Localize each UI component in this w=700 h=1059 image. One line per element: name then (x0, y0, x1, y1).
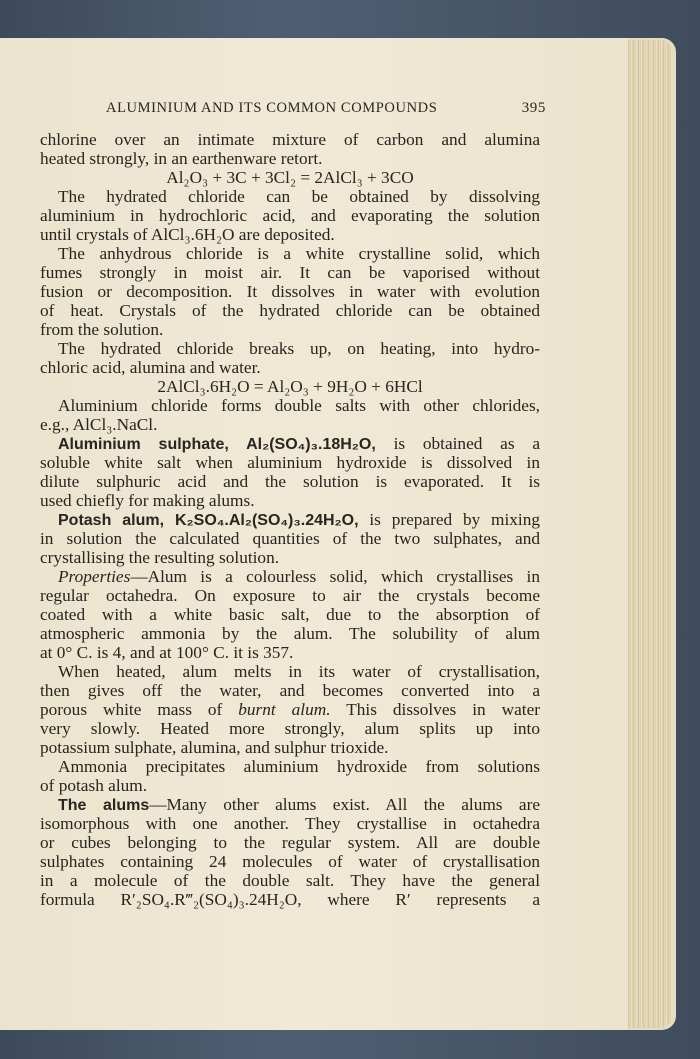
line-text: Ammonia precipitates aluminium hydroxide from solutions (58, 757, 540, 776)
line-text: sulphates containing 24 molecules of water of crystallisation (40, 852, 540, 871)
text-line-l37 (40, 814, 540, 833)
text-line-l39 (40, 852, 540, 871)
text-line-l34 (40, 757, 540, 776)
section-heading: Potash alum, K₂SO₄.Al₂(SO₄)₃.24H₂O, (58, 512, 359, 529)
text-line-l05 (40, 206, 540, 225)
line-text: from the solution. (40, 320, 164, 339)
text-line-l10 (40, 301, 540, 320)
text-line-l41 (40, 890, 540, 909)
line-text: When heated, alum melts in its water of crystallisation, (58, 662, 540, 681)
line-text: atmospheric ammonia by the alum. The solubility of alum (40, 624, 540, 643)
text-line-l40 (40, 871, 540, 890)
line-text: used chiefly for making alums. (40, 491, 255, 510)
line-text: soluble white salt when aluminium hydroxide is dissolved in (40, 453, 540, 472)
text-line-l15 (40, 396, 540, 415)
text-line-l24 (40, 567, 540, 586)
line-text: Aluminium chloride forms double salts with other chlorides, (58, 396, 540, 415)
text-line-l14 (40, 377, 540, 396)
text-line-l07 (40, 244, 540, 263)
line-text: of potash alum. (40, 776, 148, 795)
text-line-l09 (40, 282, 540, 301)
line-text: then gives off the water, and becomes converted into a (40, 681, 540, 700)
line-text: at 0° C. is 4, and at 100° C. it is 357. (40, 643, 294, 662)
line-text: isomorphous with one another. They crystallise in octahedra (40, 814, 540, 833)
line-text: —Alum is a colourless solid, which crystallises in (130, 567, 540, 586)
line-text: in solution the calculated quantities of the two sulphates, and (40, 529, 540, 548)
line-text: is obtained as a (375, 434, 540, 453)
text-line-l17 (40, 434, 540, 453)
text-line-l29 (40, 662, 540, 681)
section-heading: The alums (58, 797, 150, 814)
text-line-l31 (40, 700, 540, 719)
line-text: chloric acid, alumina and water. (40, 358, 261, 377)
text-line-l06 (40, 225, 540, 244)
text-line-l36 (40, 795, 540, 814)
running-header (106, 98, 546, 122)
text-line-l27 (40, 624, 540, 643)
italic-term: burnt alum. (238, 700, 331, 719)
line-text: aluminium in hydrochloric acid, and evaporating the solution (40, 206, 540, 225)
line-prefix: porous white mass of (40, 700, 239, 719)
line-text: fusion or decomposition. It dissolves in water with evolution (40, 282, 540, 301)
text-line-l12 (40, 339, 540, 358)
text-line-l33 (40, 738, 540, 757)
line-text: very slowly. Heated more strongly, alum splits up into (40, 719, 540, 738)
text-line-l26 (40, 605, 540, 624)
text-line-l18 (40, 453, 540, 472)
line-text: or cubes belonging to the regular system. All are double (40, 833, 540, 852)
text-line-l21 (40, 510, 540, 529)
line-text: crystallising the resulting solution. (40, 548, 280, 567)
text-line-l13 (40, 358, 540, 377)
text-line-l19 (40, 472, 540, 491)
line-text: Al₂O₃ + 3C + 3Cl₂ = 2AlCl₃ + 3CO (166, 168, 414, 187)
line-text: formula R′₂SO₄.R‴₂(SO₄)₃.24H₂O, where R′ represents a (40, 890, 540, 909)
body-text (40, 130, 540, 909)
text-line-l22 (40, 529, 540, 548)
line-text: —Many other alums exist. All the alums are (149, 795, 540, 814)
italic-heading: Properties (58, 567, 131, 586)
line-text: chlorine over an intimate mixture of carbon and alumina (40, 130, 540, 149)
text-line-l03 (40, 168, 540, 187)
line-text: potassium sulphate, alumina, and sulphur trioxide. (40, 738, 389, 757)
line-text: 2AlCl₃.6H₂O = Al₂O₃ + 9H₂O + 6HCl (157, 377, 423, 396)
line-text: e.g., AlCl₃.NaCl. (40, 415, 158, 434)
line-text: dilute sulphuric acid and the solution is evaporated. It is (40, 472, 540, 491)
text-line-l02 (40, 149, 540, 168)
text-line-l32 (40, 719, 540, 738)
line-text: regular octahedra. On exposure to air the crystals become (40, 586, 540, 605)
text-line-l38 (40, 833, 540, 852)
text-line-l23 (40, 548, 540, 567)
running-title: ALUMINIUM AND ITS COMMON COMPOUNDS (106, 100, 438, 116)
text-line-l30 (40, 681, 540, 700)
line-text: The hydrated chloride can be obtained by dissolving (58, 187, 540, 206)
line-text: The hydrated chloride breaks up, on heating, into hydro- (58, 339, 540, 358)
text-line-l35 (40, 776, 540, 795)
line-text: This dissolves in water (330, 700, 540, 719)
line-text: fumes strongly in moist air. It can be vaporised without (40, 263, 540, 282)
page-number: 395 (521, 100, 546, 116)
text-line-l01 (40, 130, 540, 149)
line-text: is prepared by mixing (358, 510, 541, 529)
line-text: coated with a white basic salt, due to the absorption of (40, 605, 540, 624)
text-line-l04 (40, 187, 540, 206)
text-line-l08 (40, 263, 540, 282)
text-line-l20 (40, 491, 540, 510)
line-text: heated strongly, in an earthenware retort. (40, 149, 323, 168)
line-text: The anhydrous chloride is a white crystalline solid, which (58, 244, 540, 263)
text-line-l28 (40, 643, 540, 662)
section-heading: Aluminium sulphate, Al₂(SO₄)₃.18H₂O, (58, 436, 376, 453)
text-line-l16 (40, 415, 540, 434)
line-text: in a molecule of the double salt. They have the general (40, 871, 540, 890)
text-line-l25 (40, 586, 540, 605)
line-text: until crystals of AlCl₃.6H₂O are deposited. (40, 225, 335, 244)
text-line-l11 (40, 320, 540, 339)
line-text: of heat. Crystals of the hydrated chloride can be obtained (40, 301, 540, 320)
